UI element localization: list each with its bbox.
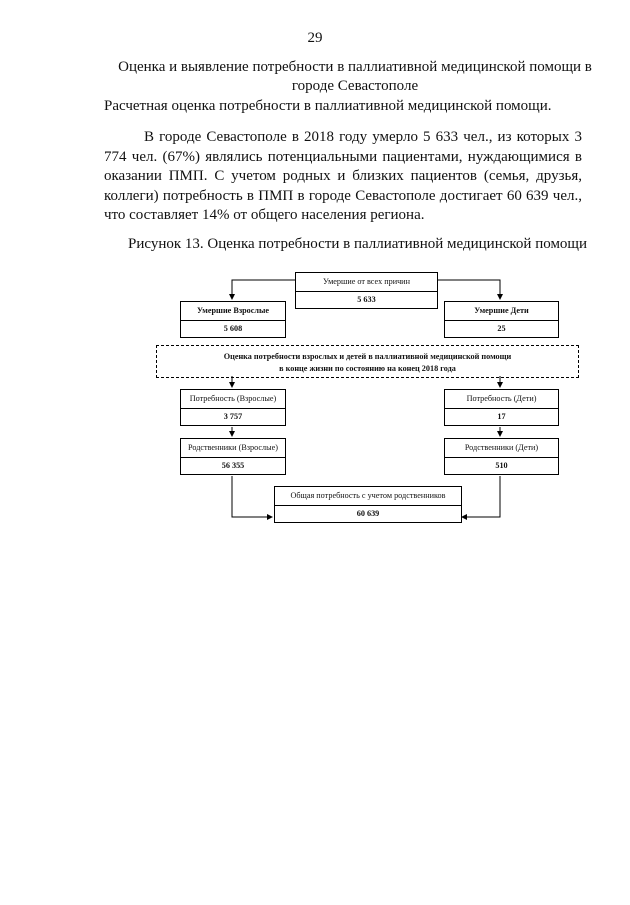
box-label: Потребность (Взрослые) <box>189 394 277 403</box>
section-heading: Оценка и выявление потребности в паллиативной медицинской помощи в городе Севастополе <box>118 59 592 94</box>
box-value: 56 355 <box>181 457 285 474</box>
connector-adults-total <box>232 476 272 517</box>
box-label: Родственники (Взрослые) <box>188 443 278 452</box>
box-need-children <box>444 389 559 426</box>
box-value: 3 757 <box>181 408 285 425</box>
box-total-need <box>274 486 462 523</box>
body-paragraph: В городе Севастополе в 2018 году умерло 5 633 чел., из которых 3 774 чел. (67%) являлись потенциальными пациентами, нуждающимися в оказании ПМП. С учетом родных и близких пациентов (семья, друзья, коллеги) потребность в ПМП в городе Севастополе достигает 60 639 чел., что составляет 14% от общего населения региона. <box>104 129 582 223</box>
box-relatives-adults <box>180 438 286 475</box>
box-relatives-children <box>444 438 559 475</box>
assessment-line-1: Оценка потребности взрослых и детей в паллиативной медицинской помощи <box>223 352 512 361</box>
connector-top-right <box>436 280 500 299</box>
box-label: Общая потребность с учетом родственников <box>290 491 446 500</box>
box-label: Умершие Взрослые <box>196 306 270 315</box>
figure-caption: Рисунок 13. Оценка потребности в паллиативной медицинской помощи <box>128 236 588 252</box>
box-value: 5 633 <box>296 291 437 308</box>
box-need-adults <box>180 389 286 426</box>
box-value: 60 639 <box>275 505 461 522</box>
box-value: 5 608 <box>181 320 285 337</box>
box-deceased-children <box>444 301 559 338</box>
assessment-line-2: в конце жизни по состоянию на конец 2018 года <box>279 364 456 373</box>
box-label: Умершие Дети <box>474 306 529 315</box>
box-deceased-adults <box>180 301 286 338</box>
connector-children-total <box>462 476 500 517</box>
box-value: 17 <box>445 408 558 425</box>
box-label: Потребность (Дети) <box>466 394 537 403</box>
box-deceased-all <box>295 272 438 309</box>
box-value: 25 <box>445 320 558 337</box>
assessment-band <box>156 345 579 378</box>
box-label: Умершие от всех причин <box>323 277 410 286</box>
lead-sentence: Расчетная оценка потребности в паллиативной медицинской помощи. <box>104 98 552 114</box>
box-label: Родственники (Дети) <box>464 443 539 452</box>
page-number: 29 <box>307 30 323 46</box>
box-value: 510 <box>445 457 558 474</box>
connector-top-left <box>232 280 295 299</box>
